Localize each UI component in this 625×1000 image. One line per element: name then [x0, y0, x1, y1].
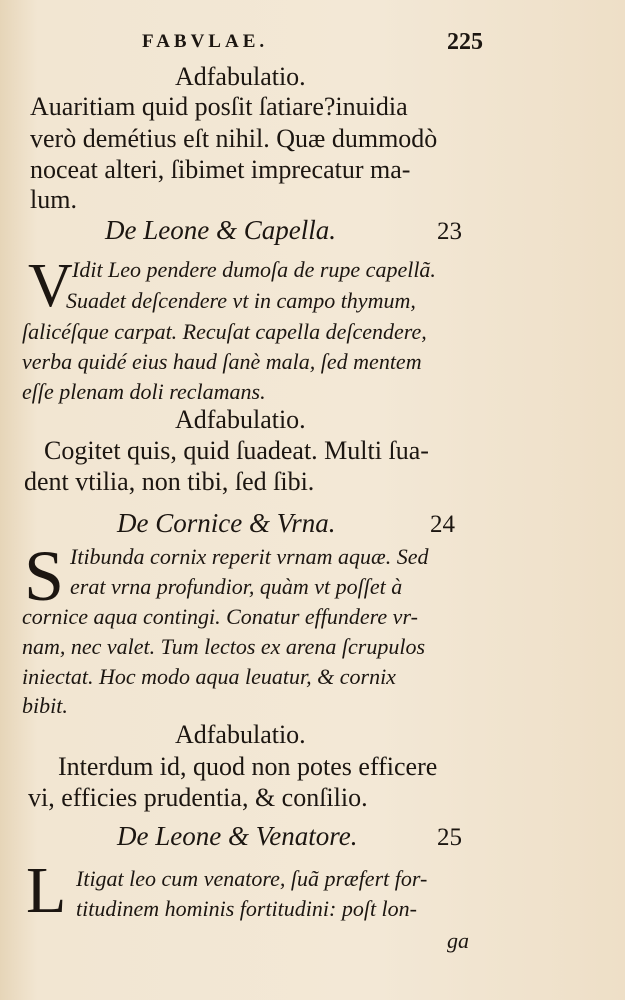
- text-line: verba quidé eius haud ſanè mala, ſed mentem: [22, 349, 422, 374]
- text-line: noceat alteri, ſibimet imprecatur ma-: [30, 155, 411, 184]
- text-line: eſſe plenam doli reclamans.: [22, 379, 266, 404]
- page-number: 225: [447, 29, 483, 55]
- drop-initial: S: [24, 536, 65, 616]
- text-line: dent vtilia, non tibi, ſed ſibi.: [24, 467, 315, 496]
- text-line: cornice aqua contingi. Conatur effundere vr-: [22, 604, 418, 629]
- text-line: lum.: [30, 185, 77, 214]
- text-line: iniectat. Hoc modo aqua leuatur, & cornix: [22, 664, 396, 689]
- text-line: Cogitet quis, quid ſuadeat. Multi ſua-: [44, 436, 429, 465]
- fable-title: De Leone & Capella.: [105, 215, 336, 245]
- fable-title: De Leone & Venatore.: [117, 821, 358, 851]
- running-title: FABVLAE.: [142, 31, 269, 52]
- text-line: vi, efficies prudentia, & conſilio.: [28, 783, 368, 812]
- text-line: Idit Leo pendere dumoſa de rupe capellã.: [72, 257, 436, 282]
- moral-heading: Adfabulatio.: [175, 405, 306, 434]
- text-line: Suadet deſcendere vt in campo thymum,: [66, 288, 416, 313]
- catchword: ga: [447, 928, 469, 953]
- fable-number: 23: [437, 218, 462, 245]
- fable-number: 25: [437, 824, 462, 851]
- text-line: ſalicéſque carpat. Recuſat capella deſcendere,: [22, 319, 427, 344]
- fable-title: De Cornice & Vrna.: [117, 508, 336, 538]
- text-line: nam, nec valet. Tum lectos ex arena ſcrupulos: [22, 634, 426, 659]
- text-line: Auaritiam quid posſit ſatiare?inuidia: [30, 92, 408, 121]
- fable-number: 24: [430, 511, 455, 538]
- text-line: Itigat leo cum venatore, ſuã præfert for-: [76, 866, 428, 891]
- text-line: erat vrna profundior, quàm vt poſſet à: [70, 574, 403, 599]
- drop-initial: L: [26, 854, 67, 927]
- text-line: titudinem hominis fortitudini: poſt lon-: [76, 896, 417, 921]
- text-line: Interdum id, quod non potes efficere: [58, 752, 438, 781]
- moral-heading: Adfabulatio.: [175, 62, 306, 91]
- drop-initial: V: [28, 252, 73, 320]
- text-line: Itibunda cornix reperit vrnam aquæ. Sed: [70, 544, 429, 569]
- text-line: bibit.: [22, 693, 68, 718]
- moral-heading: Adfabulatio.: [175, 720, 306, 749]
- text-line: verò demétius eſt nihil. Quæ dummodò: [30, 124, 438, 153]
